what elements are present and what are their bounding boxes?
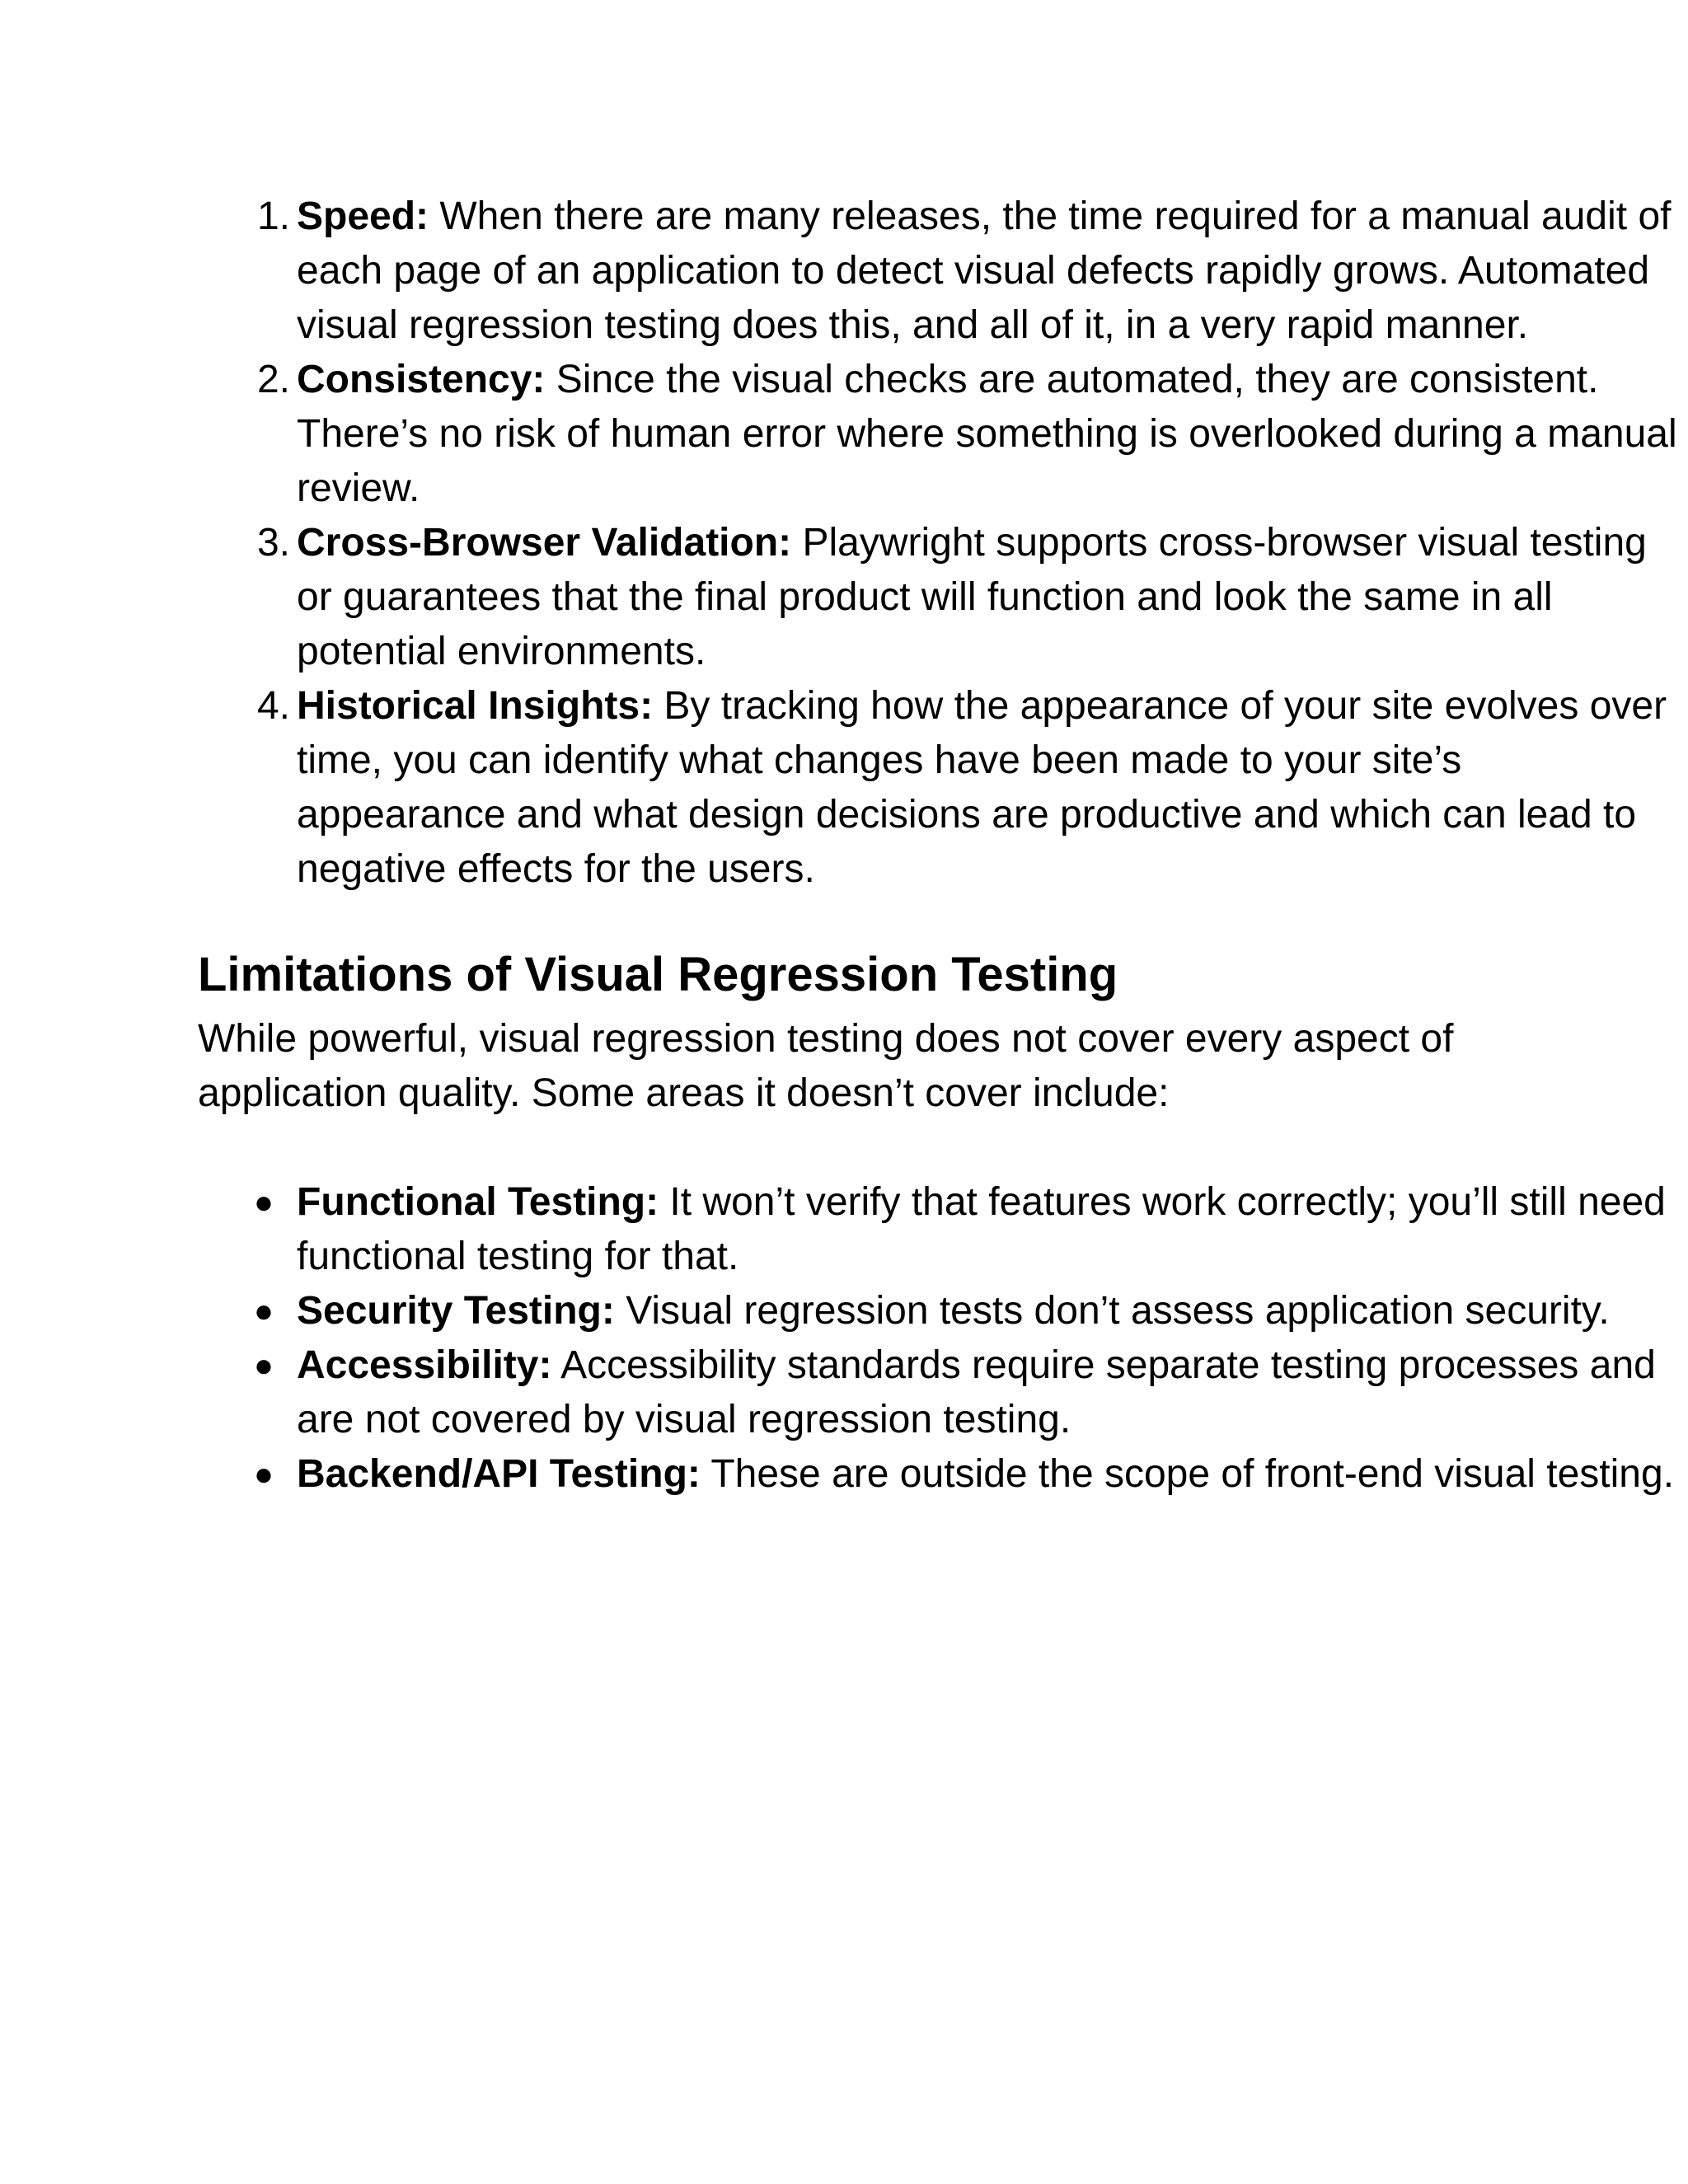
item-text: When there are many releases, the time required for a manual audit of each page of an application to detect visual defects rapidly grows. Automated visual regression testing does this, and all of it, in a very rapid manner. bbox=[297, 194, 1672, 347]
benefits-numbered-list bbox=[198, 190, 1677, 897]
item-text: These are outside the scope of front-end visual testing. bbox=[700, 1452, 1675, 1496]
list-item bbox=[198, 1447, 1681, 1502]
list-item bbox=[198, 1284, 1681, 1338]
bullet-icon: ● bbox=[253, 1184, 274, 1221]
item-term: Speed: bbox=[297, 194, 429, 238]
item-term: Accessibility: bbox=[297, 1343, 552, 1387]
list-item bbox=[198, 190, 1681, 353]
item-text: Visual regression tests don’t assess application security. bbox=[614, 1289, 1610, 1333]
list-item bbox=[198, 516, 1681, 679]
list-number: 4. bbox=[256, 684, 290, 728]
section-heading: Limitations of Visual Regression Testing bbox=[198, 948, 1118, 1001]
list-item bbox=[198, 1175, 1681, 1284]
item-text: By tracking how the appearance of your site evolves over time, you can identify what changes have been made to your site’s appearance and what design decisions are productive and which can lead to negative effects for the users. bbox=[297, 684, 1667, 891]
item-term: Backend/API Testing: bbox=[297, 1452, 701, 1496]
item-text: Playwright supports cross-browser visual testing or guarantees that the final product will function and look the same in all potential environments. bbox=[297, 521, 1647, 673]
item-text: It won’t verify that features work correctly; you’ll still need functional testing for that. bbox=[297, 1180, 1666, 1278]
list-number: 1. bbox=[256, 194, 290, 238]
item-term: Functional Testing: bbox=[297, 1180, 659, 1224]
item-text: Accessibility standards require separate testing processes and are not covered by visual regression testing. bbox=[297, 1343, 1656, 1441]
list-item bbox=[198, 353, 1681, 516]
limitations-bullet-list bbox=[198, 1175, 1675, 1502]
section-intro-paragraph: While powerful, visual regression testing does not cover every aspect of application quality. Some areas it doesn’t cover include: bbox=[198, 1017, 1454, 1115]
item-term: Historical Insights: bbox=[297, 684, 654, 728]
item-term: Consistency: bbox=[297, 358, 546, 401]
list-number: 2. bbox=[256, 358, 290, 401]
item-term: Cross-Browser Validation: bbox=[297, 521, 792, 565]
item-term: Security Testing: bbox=[297, 1289, 615, 1333]
bullet-icon: ● bbox=[253, 1293, 274, 1329]
list-number: 3. bbox=[256, 521, 290, 565]
list-item bbox=[198, 1338, 1681, 1447]
list-item bbox=[198, 679, 1681, 897]
item-text: Since the visual checks are automated, they are consistent. There’s no risk of human error where something is overlooked during a manual review. bbox=[297, 358, 1677, 510]
bullet-icon: ● bbox=[253, 1456, 274, 1493]
bullet-icon: ● bbox=[253, 1347, 274, 1384]
